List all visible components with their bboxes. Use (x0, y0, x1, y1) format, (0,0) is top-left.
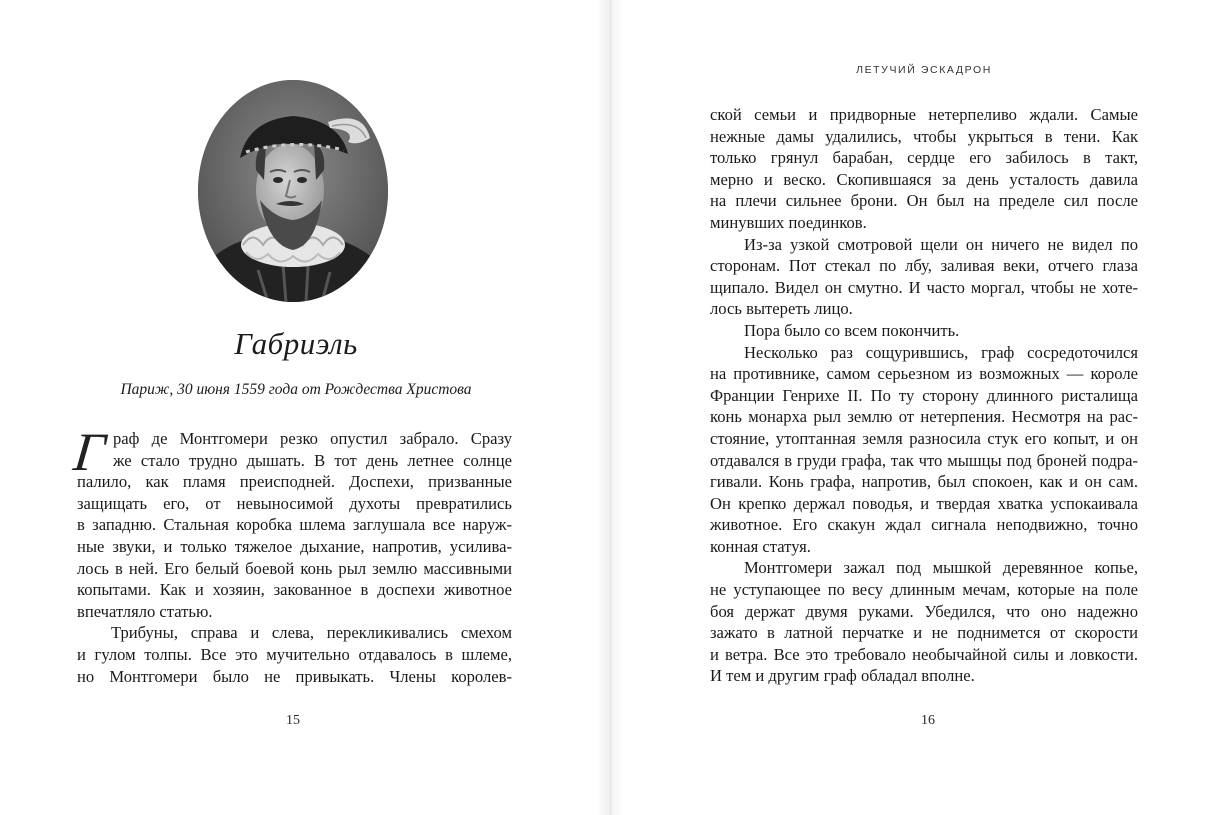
text-line: минувших поединков. (710, 212, 867, 232)
text-line: стояние, утоптанная земля разносила стук его копыт, и он (710, 428, 1138, 448)
drop-cap: Г (70, 422, 108, 482)
text-line: Из-за узкой смотровой щели он ничего не видел по (744, 234, 1138, 254)
text-line: отдавался в груди графа, так что мышцы под броней подра- (710, 450, 1138, 470)
text-line: Трибуны, справа и слева, перекликивались смехом (111, 623, 512, 643)
text-line: лось в ней. Его белый боевой конь рыл землю массивными (77, 558, 512, 578)
text-line: сторонам. Пот стекал по лбу, заливая веки, отчего глаза (710, 256, 1138, 276)
text-line: нежные дамы удалились, чтобы укрыться в тени. Как (710, 126, 1138, 146)
text-line: на противнике, самом серьезном из возможных — короле (710, 364, 1138, 384)
text-line: раф де Монтгомери резко опустил забрало. Сразу (113, 429, 512, 448)
text-line: и гулом толпы. Все это мучительно отдавалось в шлеме, (77, 644, 512, 664)
right-page (610, 0, 1220, 815)
text-line: гивали. Конь графа, напротив, был спокоен, как и он сам. (710, 472, 1138, 492)
page-number-left: 15 (286, 713, 300, 728)
text-line: И тем и другим граф обладал вполне. (710, 666, 975, 686)
text-line: боя держат двумя руками. Убедился, что оно надежно (710, 601, 1138, 621)
text-line: животное. Его скакун ждал сигнала неподвижно, точно (710, 515, 1138, 535)
chapter-subtitle: Париж, 30 июня 1559 года от Рождества Христова (120, 381, 472, 398)
portrait-image (198, 80, 388, 302)
text-line: Монтгомери зажал под мышкой деревянное копье, (744, 558, 1138, 578)
text-line: Франции Генрихе II. По ту сторону длинного ристалища (710, 385, 1138, 405)
text-line: зажато в латной перчатке и не поднимется от скорости (710, 623, 1138, 643)
page-number-right: 16 (921, 713, 935, 728)
text-line: на плечи сильнее брони. Он был на пределе сил после (710, 191, 1138, 211)
text-line: мерно и веско. Скопившаяся за день усталость давила (710, 169, 1138, 189)
text-line: только грянул барабан, сердце его забилось в такт, (710, 148, 1138, 168)
text-line: и ветра. Все это требовало необычайной силы и ловкости. (710, 644, 1138, 664)
right-body-text (710, 104, 1138, 687)
left-body-text (77, 428, 512, 687)
portrait-illustration (198, 80, 388, 302)
text-line: но Монтгомери было не привыкать. Члены королев- (77, 666, 512, 686)
text-line: защищать его, от невыносимой духоты превратились (77, 493, 512, 513)
text-line: ные звуки, и только тяжелое дыхание, напротив, усилива- (77, 536, 512, 556)
text-line: не уступающее по весу длинным мечам, которые на поле (710, 580, 1138, 600)
text-line: Он крепко держал поводья, и твердая хватка успокаивала (710, 493, 1138, 513)
running-head: ЛЕТУЧИЙ ЭСКАДРОН (856, 64, 992, 76)
text-line: палило, как пламя преисподней. Доспехи, призванные (77, 472, 512, 492)
text-line: же стало трудно дышать. В тот день летнее солнце (113, 450, 512, 470)
text-line: конная статуя. (710, 536, 811, 556)
text-line: ской семьи и придворные нетерпеливо ждали. Самые (710, 105, 1138, 124)
text-line: Пора было со всем покончить. (744, 320, 960, 340)
text-line: щипало. Видел он смутно. И часто моргал, чтобы не хоте- (710, 277, 1138, 297)
chapter-title: Габриэль (234, 326, 358, 361)
text-line: конь монарха рыл землю от нетерпения. Несмотря на рас- (710, 407, 1138, 427)
text-line: лось вытереть лицо. (710, 299, 853, 319)
text-line: копытами. Как и хозяин, закованное в доспехи животное (77, 580, 512, 600)
text-line: в западню. Стальная коробка шлема заглушала все наруж- (77, 515, 512, 535)
text-line: впечатляло статью. (77, 601, 213, 621)
text-line: Несколько раз сощурившись, граф сосредоточился (744, 342, 1138, 362)
